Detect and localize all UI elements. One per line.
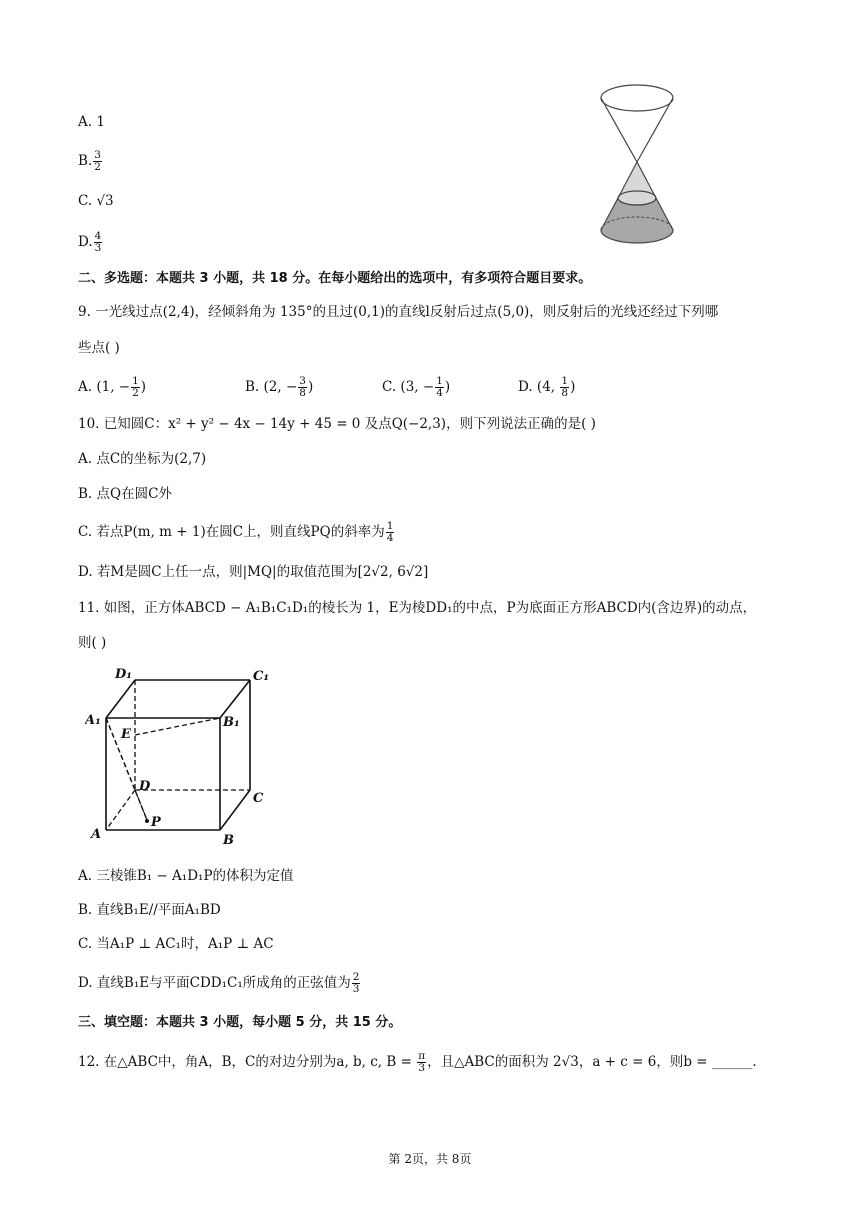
q10-option-a: A. 点C的坐标为(2,7) — [78, 451, 207, 467]
label-c1: C₁ — [253, 669, 270, 684]
q9-option-b: B. (2, − $\frac{3}{8}$ ) — [245, 375, 314, 399]
q11-option-d: D. 直线B₁E与平面CDD₁C₁所成角的正弦值为 $\frac{2}{3}$ — [78, 971, 360, 995]
q10-option-d: D. 若M是圆C上任一点，则|MQ|的取值范围为[2√2, 6√2] — [78, 564, 429, 580]
q8-option-d: D. $\frac{4}{3}$ — [78, 230, 102, 254]
q10-option-c: C. 若点P(m, m + 1)在圆C上，则直线PQ的斜率为 $\frac{1}{4}$ — [78, 520, 394, 544]
label-b1: B₁ — [223, 715, 240, 730]
label-a1: A₁ — [85, 713, 101, 728]
q8-option-b: B. $\frac{3}{2}$ — [78, 149, 101, 173]
label-c: C — [253, 791, 264, 806]
page-footer: 第 2页，共 8页 — [388, 1152, 472, 1166]
label-b: B — [223, 833, 234, 848]
label-e: E — [121, 727, 131, 742]
q9-option-a: A. (1, − $\frac{1}{2}$ ) — [78, 375, 147, 399]
label-d1: D₁ — [115, 667, 132, 682]
label-a: A — [91, 827, 102, 842]
label-d: D — [139, 779, 151, 794]
q11-stem-line1: 11. 如图，正方体ABCD − A₁B₁C₁D₁的棱长为 1，E为棱DD₁的中点，P为底面正方形ABCD内(含边界)的动点， — [78, 600, 757, 616]
q9-option-d: D. (4, $\frac{1}{8}$ ) — [518, 375, 576, 399]
q8-option-c: C. √3 — [78, 193, 114, 209]
q11-option-a: A. 三棱锥B₁ − A₁D₁P的体积为定值 — [78, 868, 294, 884]
double-cone-figure — [595, 80, 685, 250]
label-p: P — [151, 815, 161, 830]
q8-option-a: A. 1 — [78, 114, 105, 130]
q11-option-c: C. 当A₁P ⊥ AC₁时，A₁P ⊥ AC — [78, 936, 274, 952]
section-3-title: 三、填空题：本题共 3 小题，每小题 5 分，共 15 分。 — [78, 1015, 402, 1030]
cube-figure — [85, 662, 285, 852]
q12-stem: 12. 在△ABC中，角A，B，C的对边分别为a, b, c, B = $\frac{\pi}{3}$ ，且△ABC的面积为 2√3，a + c = 6，则b = ______. — [78, 1050, 757, 1074]
q9-stem-line1: 9. 一光线过点(2,4)，经倾斜角为 135°的且过(0,1)的直线l反射后过点(5,0)，则反射后的光线还经过下列哪 — [78, 304, 719, 320]
q11-stem-line2: 则( ) — [78, 635, 107, 651]
q9-stem-line2: 些点( ) — [78, 340, 120, 356]
q11-option-b: B. 直线B₁E//平面A₁BD — [78, 902, 221, 918]
q10-option-b: B. 点Q在圆C外 — [78, 486, 172, 502]
q9-option-c: C. (3, − $\frac{1}{4}$ ) — [382, 375, 451, 399]
q10-stem: 10. 已知圆C：x² + y² − 4x − 14y + 45 = 0 及点Q(−2,3)，则下列说法正确的是( ) — [78, 416, 596, 432]
section-2-title: 二、多选题：本题共 3 小题，共 18 分。在每小题给出的选项中，有多项符合题目要求。 — [78, 271, 592, 286]
